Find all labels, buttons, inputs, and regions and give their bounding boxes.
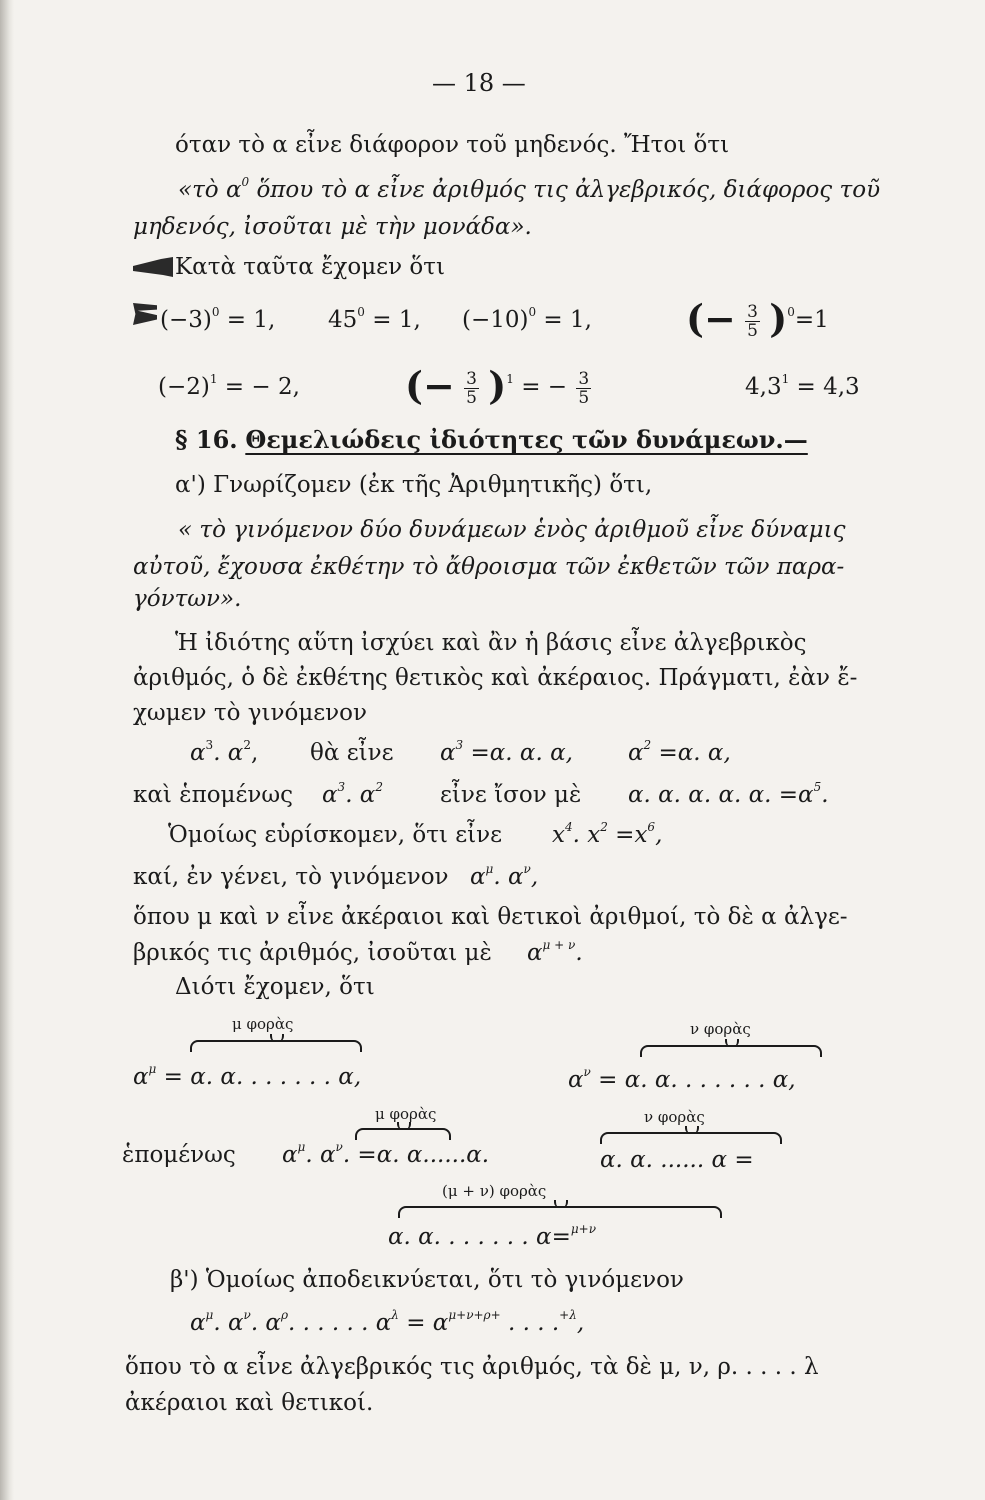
page-number: — 18 — <box>432 69 526 97</box>
denominator: 5 <box>466 387 477 408</box>
equals-4-3: = 4,3 <box>789 374 860 400</box>
quote-continuation: ὅπου τὸ α εἶνε ἀριθμός τις ἀλγεβρικός, διάφορος τοῦ <box>249 177 881 203</box>
nu-expansion: = α. α. . . . . . . α, <box>590 1067 796 1093</box>
dot-alpha: . α <box>213 740 244 766</box>
formula-row-1-d <box>686 295 829 344</box>
mu-times-label: μ φορὰς <box>232 1015 294 1033</box>
equals-neg: = − <box>513 374 568 400</box>
dots: . . . . <box>500 1310 560 1336</box>
text-line-3: μηδενός, ἰσοῦται μὲ τὴν μονάδα». <box>133 214 532 240</box>
exp-mu: μ <box>148 1062 157 1076</box>
formula-row-2 <box>158 372 300 402</box>
exp-zero: 0 <box>528 305 537 319</box>
equals-one: =1 <box>794 307 829 333</box>
formula-row-2-c <box>745 372 860 402</box>
exp-six: 6 <box>647 820 656 834</box>
text-line-22: ἀριθμός, ὁ δὲ ἐκθέτης θετικὸς καὶ ἀκέραιος. Πράγματι, ἐὰν ἔ- <box>133 665 858 691</box>
product-terms: . =α. α......α. <box>342 1142 490 1168</box>
alpha: α <box>133 1064 149 1090</box>
will-be-label: θὰ εἶνε <box>310 740 394 766</box>
base-neg-two: (−2) <box>158 374 210 400</box>
exp-plus-lambda: +λ <box>559 1308 577 1322</box>
section-number: § 16. <box>175 425 238 454</box>
product-a3-a2 <box>322 780 383 810</box>
exp-one: 1 <box>781 372 790 386</box>
base-neg-ten: (−10) <box>462 307 529 333</box>
exp-sum: μ+ν+ρ+ <box>448 1308 501 1322</box>
exp-lambda: λ <box>391 1308 399 1322</box>
text-line-27: καί, ἐν γένει, τὸ γινόμενον <box>133 864 449 890</box>
exp-mu: μ <box>297 1140 306 1154</box>
alpha-five-expansion: α. α. α. α. α. $=\alpha^5$. <box>628 780 829 808</box>
final-expansion <box>388 1222 596 1252</box>
mu-plus-nu-times-label: (μ + ν) φορὰς <box>442 1182 547 1200</box>
exp-nu: ν <box>243 1308 251 1322</box>
fraction-three-fifths <box>464 370 479 407</box>
x: x <box>552 822 565 848</box>
expansion-five: α. α. α. α. α. =α <box>628 782 814 808</box>
dot-alpha: . α <box>250 1310 281 1336</box>
comma: , <box>250 740 259 766</box>
exp-nu: ν <box>583 1065 591 1079</box>
equals-alpha: = α <box>398 1310 449 1336</box>
exp-three: 3 <box>205 738 214 752</box>
exp-three: 3 <box>455 738 464 752</box>
formula-row-1 <box>160 305 275 335</box>
exp-nu: ν <box>523 862 531 876</box>
general-power-product <box>190 1308 584 1338</box>
text-line-26: Ὁμοίως εὑρίσκομεν, ὅτι εἶνε <box>168 822 503 848</box>
nu-times-label: ν φορὰς <box>690 1020 751 1038</box>
dot-alpha: . α <box>345 782 376 808</box>
text-line-2 <box>178 175 880 205</box>
exp-mu: μ <box>205 1308 214 1322</box>
text-line-4-content: Κατὰ ταῦτα ἔχομεν ὅτι <box>175 254 445 280</box>
equals-one: = 1, <box>536 307 592 333</box>
alpha: α <box>190 740 206 766</box>
mu-times-label-2: μ φορὰς <box>375 1105 437 1123</box>
exp-nu: ν <box>335 1140 343 1154</box>
close-paren: ) <box>488 363 507 408</box>
exp-zero: 0 <box>787 305 795 319</box>
period: . <box>575 940 583 966</box>
text-line-last-1: ὅπου τὸ α εἶνε ἀλγεβρικός τις ἀριθμός, τὰ δὲ μ, ν, ρ. . . . . λ <box>125 1354 819 1380</box>
x-power-formula <box>552 820 662 850</box>
exp-zero: 0 <box>211 305 220 319</box>
final-terms: α. α. . . . . . . α= <box>388 1224 571 1250</box>
numerator: 3 <box>578 368 590 389</box>
hand-pointer-mark <box>133 257 173 277</box>
equals-one: = 1, <box>219 307 276 333</box>
alpha: α <box>282 1142 298 1168</box>
text-line-30: Διότι ἔχομεν, ὅτι <box>175 974 375 1000</box>
text-line-19: αὐτοῦ, ἔχουσα ἐκθέτην τὸ ἄθροισμα τῶν ἐκθετῶν τῶν παρα- <box>133 554 845 580</box>
dot-alpha: . α <box>213 1310 244 1336</box>
exp-one: 1 <box>209 372 218 386</box>
alpha: α <box>470 864 486 890</box>
comma: , <box>530 864 539 890</box>
alpha: α <box>190 1310 206 1336</box>
denominator: 5 <box>747 320 758 341</box>
close-paren: ) <box>769 296 788 341</box>
alpha-mu-expansion <box>133 1062 361 1092</box>
dot-x: . x <box>572 822 601 848</box>
text-line-18: « τὸ γινόμενον δύο δυνάμεων ἑνὸς ἀριθμοῦ εἶνε δύναμις <box>178 517 846 543</box>
dots-alpha: . . . . . . α <box>288 1310 392 1336</box>
exp-mu-plus-nu: μ+ν <box>570 1222 596 1236</box>
mu-times-brace-2 <box>355 1128 451 1140</box>
nu-times-label-2: ν φορὰς <box>644 1108 705 1126</box>
text-line-23: χωμεν τὸ γινόμενον <box>133 700 367 726</box>
text-line-21: Ἡ ἰδιότης αὕτη ἰσχύει καὶ ἂν ἡ βάσις εἶνε ἀλγεβρικὸς <box>175 630 807 656</box>
text-line-28: ὅπου μ καὶ ν εἶνε ἀκέραιοι καὶ θετικοὶ ἀριθμοί, τὸ δὲ α ἀλγε- <box>133 904 848 930</box>
mu-expansion: = α. α. . . . . . . α, <box>156 1064 362 1090</box>
consequently-label: ἑπομένως <box>122 1142 236 1168</box>
expansion-three: =α. α. α, <box>463 740 573 766</box>
formula-row-1-b <box>328 305 421 335</box>
text-line-29: βρικός τις ἀριθμός, ἰσοῦται μὲ <box>133 940 492 966</box>
section-heading <box>175 425 808 455</box>
text-line-17: α') Γνωρίζομεν (ἐκ τῆς Ἀριθμητικῆς) ὅτι, <box>175 472 653 498</box>
exp-two: 2 <box>243 738 251 752</box>
base-4-3: 4,3 <box>745 374 782 400</box>
base-neg-three: (−3) <box>160 307 212 333</box>
exp-three: 3 <box>337 780 346 794</box>
equal-to-label: εἶνε ἴσον μὲ <box>440 782 582 808</box>
bracket-mark <box>133 303 157 325</box>
exp-four: 4 <box>564 820 573 834</box>
dot-alpha: . α <box>493 864 524 890</box>
text-line-last-2: ἀκέραιοι καὶ θετικοί. <box>125 1390 374 1416</box>
equals-neg-two: = − 2, <box>217 374 300 400</box>
open-paren: (− <box>405 363 455 408</box>
comma: , <box>655 822 663 848</box>
text-line-1: όταν τὸ α εἶνε διάφορον τοῦ μηδενός. Ἤτοι ὅτι <box>175 132 730 158</box>
alpha: α <box>322 782 338 808</box>
nu-terms: α. α. ...... α = <box>600 1147 754 1173</box>
text-line-4 <box>133 252 445 282</box>
comma: , <box>576 1310 585 1336</box>
and-consequently-label: καὶ ἑπομένως <box>133 782 294 808</box>
alpha-nu-expansion <box>568 1065 796 1095</box>
section-title: Θεμελιώδεις ἰδιότητες τῶν δυνάμεων.— <box>245 425 808 454</box>
alpha-squared-expansion <box>628 738 731 768</box>
exp-zero: 0 <box>357 305 365 319</box>
mu-plus-nu-brace <box>398 1206 722 1218</box>
quote-start: «τὸ α <box>178 177 242 203</box>
exp-mu: μ <box>485 862 494 876</box>
period: . <box>821 782 829 808</box>
equals-one: = 1, <box>364 307 421 333</box>
text-line-20: γόντων». <box>133 586 242 612</box>
denominator: 5 <box>578 387 590 408</box>
exp-two: 2 <box>600 820 608 834</box>
exp-rho: ρ <box>280 1308 289 1322</box>
product-expansion <box>282 1140 489 1170</box>
exp-one: 1 <box>506 372 514 386</box>
alpha: α <box>527 940 543 966</box>
nu-times-brace <box>640 1045 822 1057</box>
fraction-three-fifths <box>745 303 760 340</box>
exp-mu-plus-nu: μ + ν <box>542 938 576 952</box>
exp-two: 2 <box>375 780 383 794</box>
result-power <box>527 938 583 968</box>
exp-two: 2 <box>643 738 652 752</box>
alpha: α <box>568 1067 584 1093</box>
exponent-zero: 0 <box>241 175 250 189</box>
open-paren: (− <box>686 296 736 341</box>
base-45: 45 <box>328 307 358 333</box>
text-line-beta: β') Ὁμοίως ἀποδεικνύεται, ὅτι τὸ γινόμενον <box>170 1267 684 1293</box>
alpha: α <box>440 740 456 766</box>
formula-cubes-row <box>190 738 258 768</box>
formula-row-1-c <box>462 305 592 335</box>
numerator: 3 <box>747 301 758 322</box>
formula-row-2-b <box>405 362 593 411</box>
dot-alpha: . α <box>305 1142 336 1168</box>
alpha-cubed-expansion <box>440 738 573 768</box>
numerator: 3 <box>466 368 477 389</box>
fraction-three-fifths <box>576 370 591 407</box>
nu-times-brace-2 <box>600 1132 782 1144</box>
alpha: α <box>628 740 644 766</box>
mu-times-brace <box>190 1040 362 1052</box>
equals-x: =x <box>607 822 648 848</box>
general-product <box>470 862 538 892</box>
expansion-two: =α. α, <box>651 740 731 766</box>
